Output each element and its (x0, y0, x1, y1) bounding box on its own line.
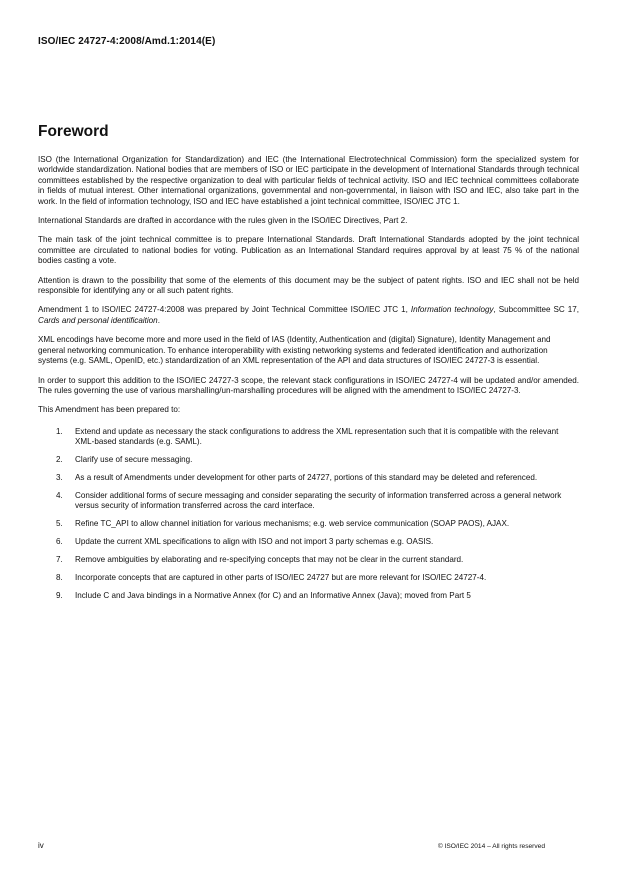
page-title: Foreword (38, 123, 109, 140)
list-item-text: Consider additional forms of secure messaging and consider separating the security of information transferred across a general network versus security of information transferred across the card interface. (75, 490, 562, 511)
list-item-number: 4. (56, 490, 63, 500)
amendment-subcommittee-title: Cards and personal identificaition (38, 315, 158, 325)
list-item-text: As a result of Amendments under development for other parts of 24727, portions of this standard may be deleted and referenced. (75, 472, 538, 482)
list-item-number: 5. (56, 519, 63, 529)
paragraph-amendment-intro: This Amendment has been prepared to: (38, 405, 181, 415)
list-item-text: Incorporate concepts that are captured in other parts of ISO/IEC 24727 but are more relevant for ISO/IEC 24727-4. (75, 572, 487, 582)
list-item-number: 1. (56, 426, 63, 436)
list-item (38, 519, 579, 529)
list-item (38, 455, 579, 465)
paragraph-directives: International Standards are drafted in accordance with the rules given in the ISO/IEC Directives, Part 2. (38, 216, 408, 226)
list-item-text: Clarify use of secure messaging. (75, 455, 193, 465)
paragraph-scope-addition: In order to support this addition to the ISO/IEC 24727-3 scope, the relevant stack configurations in ISO/IEC 24727-4 will be updated and/or amended. The rules governing the use of various marshalling/un-marshalling procedures will be aligned with the amendment to ISO/IEC 24727-3. (38, 375, 579, 395)
paragraph-iso-iec-intro: ISO (the International Organization for Standardization) and IEC (the International Electrotechnical Commission) form the specialized system for worldwide standardization. National bodies that are members of ISO or IEC participate in the development of International Standards through technical committees established by the respective organization to deal with particular fields of technical activity. ISO and IEC technical committees collaborate in fields of mutual interest. Other international organizations, governmental and non-governmental, in liaison with ISO and IEC, also take part in the work. In the field of information technology, ISO and IEC have established a joint technical committee, ISO/IEC JTC 1. (38, 155, 579, 206)
list-item (38, 555, 579, 565)
paragraph-xml-encodings: XML encodings have become more and more used in the field of IAS (Identity, Authentication and (digital) Signature), Identity Management and general networking communication. To enhance interoperability with existing networking systems and federated identification and authorization systems (e.g. SAML, OpenID, etc.) standardization of an XML representation of the API and data structures of ISO/IEC 24727-3 is essential. (38, 335, 551, 366)
list-item-text: Refine TC_API to allow channel initiation for various mechanisms; e.g. web service communication (SOAP PAOS), AJAX. (75, 519, 510, 529)
amendment-text-a: Amendment 1 to ISO/IEC 24727-4:2008 was prepared by Joint Technical Committee ISO/IEC JTC 1, (38, 305, 411, 315)
list-item-text: Remove ambiguities by elaborating and re-specifying concepts that may not be clear in the current standard. (75, 554, 464, 564)
list-item (38, 473, 579, 483)
document-id-header: ISO/IEC 24727-4:2008/Amd.1:2014(E) (38, 36, 216, 47)
list-item-text: Extend and update as necessary the stack configurations to address the XML representation such that it is compatible with the relevant XML-based standards (e.g. SAML). (75, 426, 559, 447)
list-item (38, 591, 579, 601)
list-item-text: Update the current XML specifications to align with ISO and not import 3 party schemas e.g. OASIS. (75, 537, 434, 547)
list-item (38, 427, 579, 448)
amendment-text-c: , Subcommittee SC 17, (493, 305, 579, 315)
copyright-notice: © ISO/IEC 2014 – All rights reserved (437, 843, 545, 850)
list-item-number: 3. (56, 472, 63, 482)
list-item-number: 9. (56, 590, 63, 600)
list-item-number: 7. (56, 554, 63, 564)
list-item-number: 8. (56, 572, 63, 582)
amendment-committee-title: Information technology (410, 305, 494, 315)
paragraph-main-task: The main task of the joint technical committee is to prepare International Standards. Draft International Standards adopted by the joint technical committee are circulated to national bodies for voting. Publication as an International Standard requires approval by at least 75 % of the national bodies casting a vote. (38, 235, 579, 266)
list-item-number: 6. (56, 537, 63, 547)
list-item-text: Include C and Java bindings in a Normative Annex (for C) and an Informative Annex (Java); moved from Part 5 (75, 590, 471, 600)
list-item-number: 2. (56, 455, 63, 465)
amendment-objectives-list (38, 427, 579, 601)
page-number: iv (38, 841, 44, 850)
list-item (38, 573, 579, 583)
list-item (38, 491, 579, 512)
list-item (38, 537, 579, 547)
foreword-body (38, 155, 579, 609)
paragraph-amendment-prepared (38, 305, 579, 326)
paragraph-patent-rights: Attention is drawn to the possibility that some of the elements of this document may be the subject of patent rights. ISO and IEC shall not be held responsible for identifying any or all such patent rights. (38, 275, 579, 296)
amendment-text-e: . (157, 315, 160, 325)
